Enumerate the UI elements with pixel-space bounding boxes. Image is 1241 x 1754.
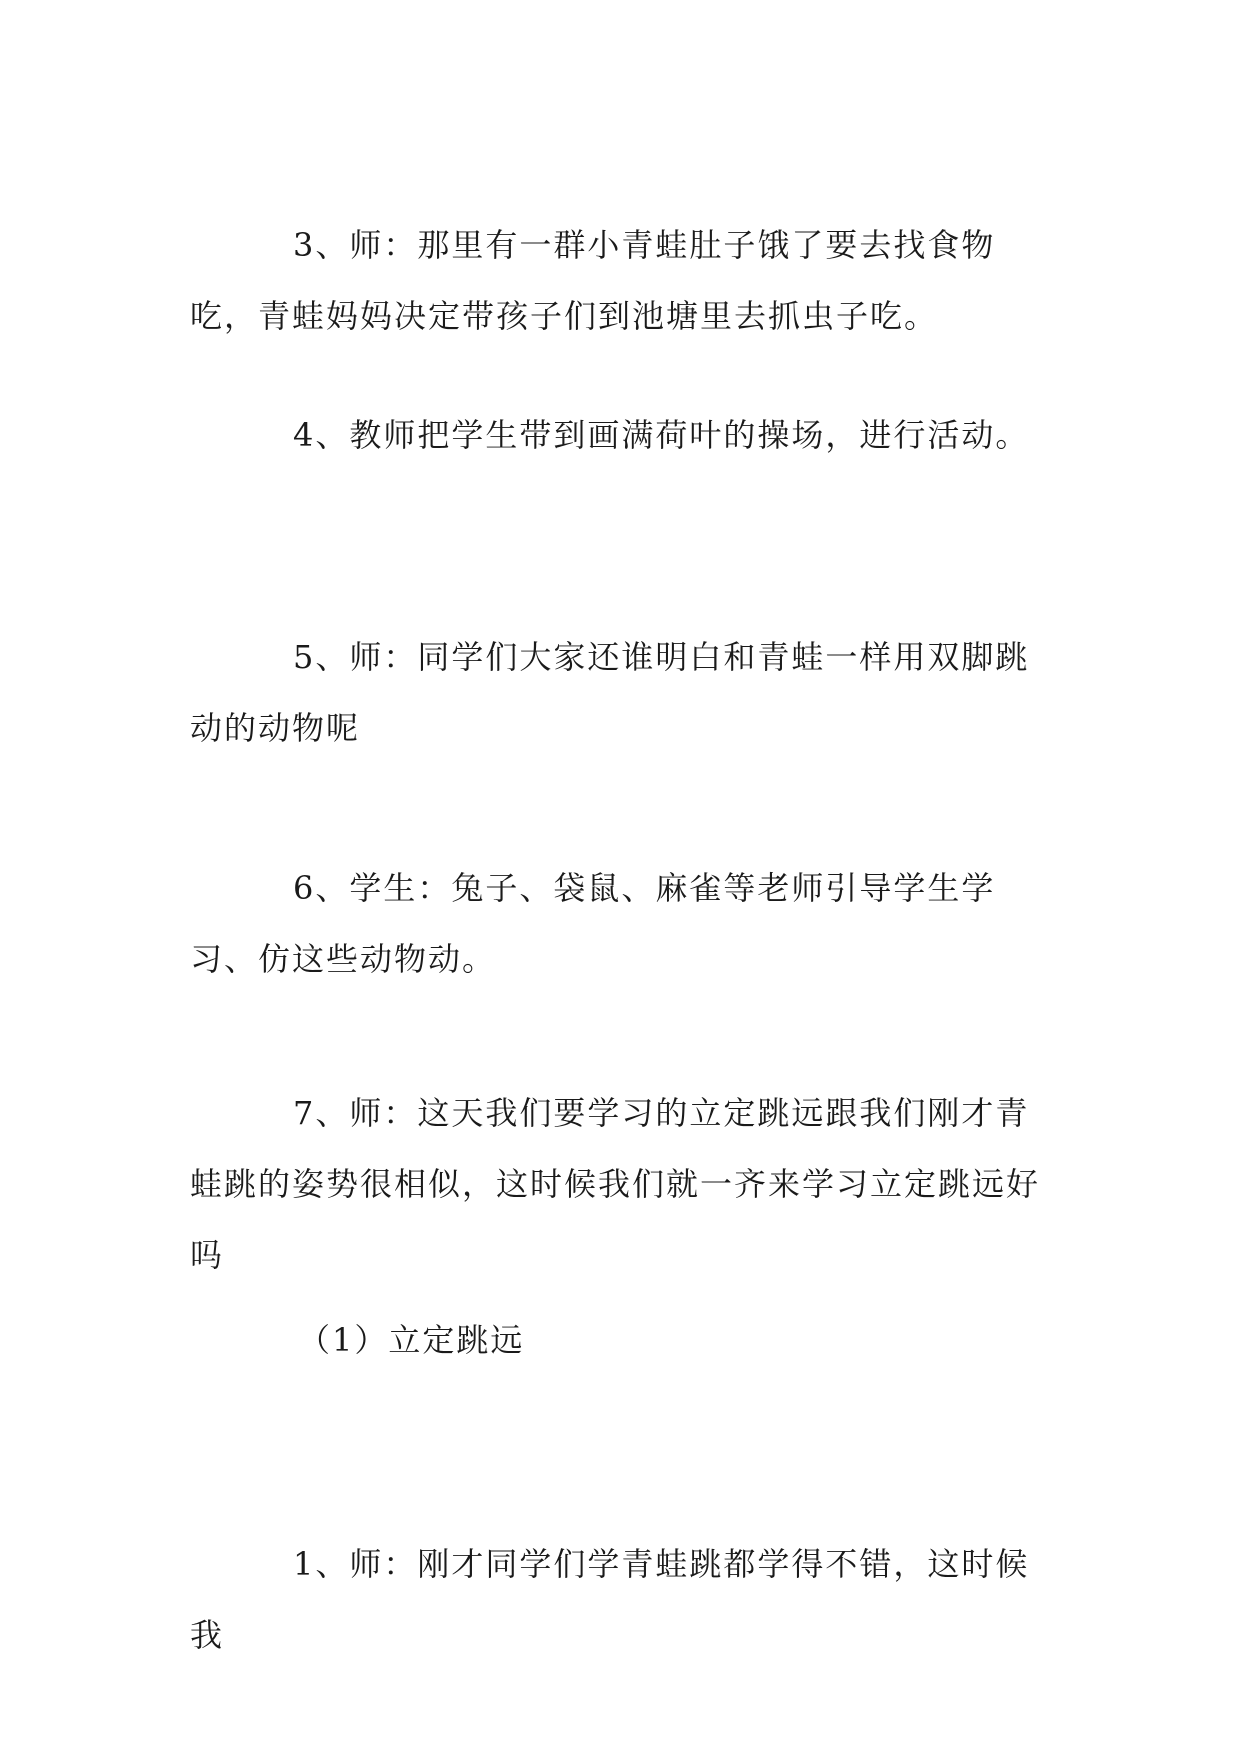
paragraph-3: 3、师：那里有一群小青蛙肚子饿了要去找食物吃，青蛙妈妈决定带孩子们到池塘里去抓虫子吃。 [190, 226, 996, 335]
paragraph-4: 4、教师把学生带到画满荷叶的操场，进行活动。 [293, 416, 1030, 454]
paragraph-6: 6、学生：兔子、袋鼠、麻雀等老师引导学生学习、仿这些动物动。 [190, 869, 996, 978]
paragraph-last: 1、师：刚才同学们学青蛙跳都学得不错，这时候我 [190, 1545, 1030, 1654]
paragraph-5: 5、师：同学们大家还谁明白和青蛙一样用双脚跳动的动物呢 [190, 638, 1030, 747]
paragraph-7: 7、师：这天我们要学习的立定跳远跟我们刚才青蛙跳的姿势很相似，这时候我们就一齐来学习立定跳远好吗 [190, 1094, 1041, 1274]
section-heading: （1）立定跳远 [298, 1321, 525, 1359]
